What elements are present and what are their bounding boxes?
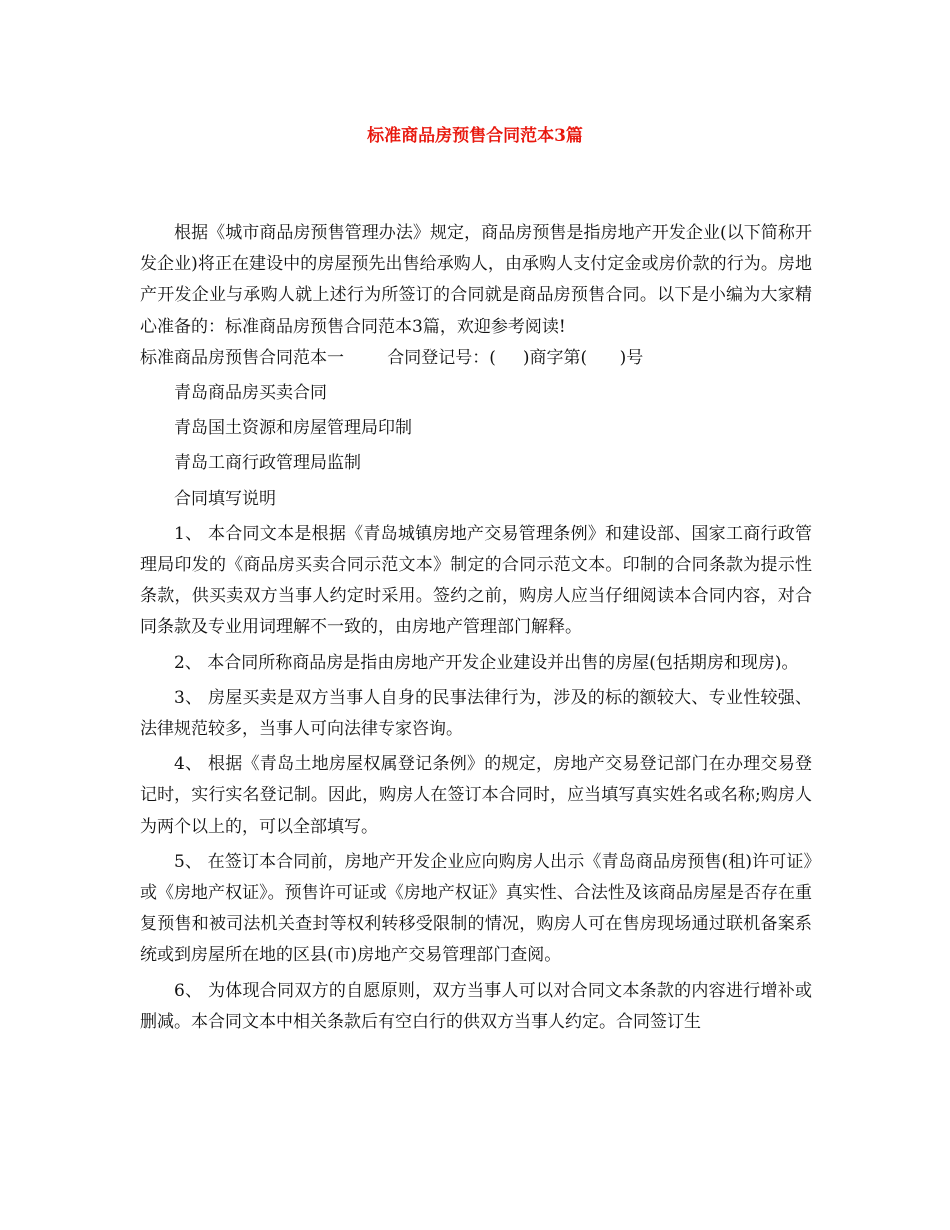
numbered-paragraph: 6、 为体现合同双方的自愿原则，双方当事人可以对合同文本条款的内容进行增补或删减。本合同文本中相关条款后有空白行的供双方当事人约定。合同签订生 [140, 980, 812, 1032]
heading-line: 青岛工商行政管理局监制 [174, 453, 361, 474]
numbered-paragraph: 1、 本合同文本是根据《青岛城镇房地产交易管理条例》和建设部、国家工商行政管理局印发的《商品房买卖合同示范文本》制定的合同示范文本。印制的合同条款为提示性条款，供买卖双方当事人约定时采用。签约之前，购房人应当仔细阅读本合同内容，对合同条款及专业用词理解不一致的，由房地产管理部门解释。 [140, 523, 812, 638]
document-title: 标准商品房预售合同范本3篇 [367, 126, 583, 146]
heading-line: 青岛国土资源和房屋管理局印制 [174, 418, 412, 439]
heading-line: 合同填写说明 [174, 488, 276, 509]
numbered-paragraph: 3、 房屋买卖是双方当事人自身的民事法律行为，涉及的标的额较大、专业性较强、法律规范较多，当事人可向法律专家咨询。 [140, 687, 812, 740]
heading-line: 青岛商品房买卖合同 [174, 383, 327, 404]
numbered-paragraph: 4、 根据《青岛土地房屋权属登记条例》的规定，房地产交易登记部门在办理交易登记时，实行实名登记制。因此，购房人在签订本合同时，应当填写真实姓名或名称;购房人为两个以上的，可以全部填写。 [140, 754, 812, 837]
sample-heading-line: 标准商品房预售合同范本一 合同登记号：( )商字第( )号 [140, 347, 644, 368]
numbered-paragraph: 2、 本合同所称商品房是指由房地产开发企业建设并出售的房屋(包括期房和现房)。 [174, 652, 799, 673]
numbered-paragraph: 5、 在签订本合同前，房地产开发企业应向购房人出示《青岛商品房预售(租)许可证》或《房地产权证》。预售许可证或《房地产权证》真实性、合法性及该商品房屋是否存在重复预售和被司法机关查封等权利转移受限制的情况，购房人可在售房现场通过联机备案系统或到房屋所在地的区县(市)房地产交易管理部门查阅。 [140, 851, 812, 966]
document-body [140, 218, 812, 1038]
intro-paragraph: 根据《城市商品房预售管理办法》规定，商品房预售是指房地产开发企业(以下简称开发企业)将正在建设中的房屋预先出售给承购人，由承购人支付定金或房价款的行为。房地产开发企业与承购人就上述行为所签订的合同就是商品房预售合同。以下是小编为大家精心准备的：标准商品房预售合同范本3篇，欢迎参考阅读! [140, 223, 812, 337]
